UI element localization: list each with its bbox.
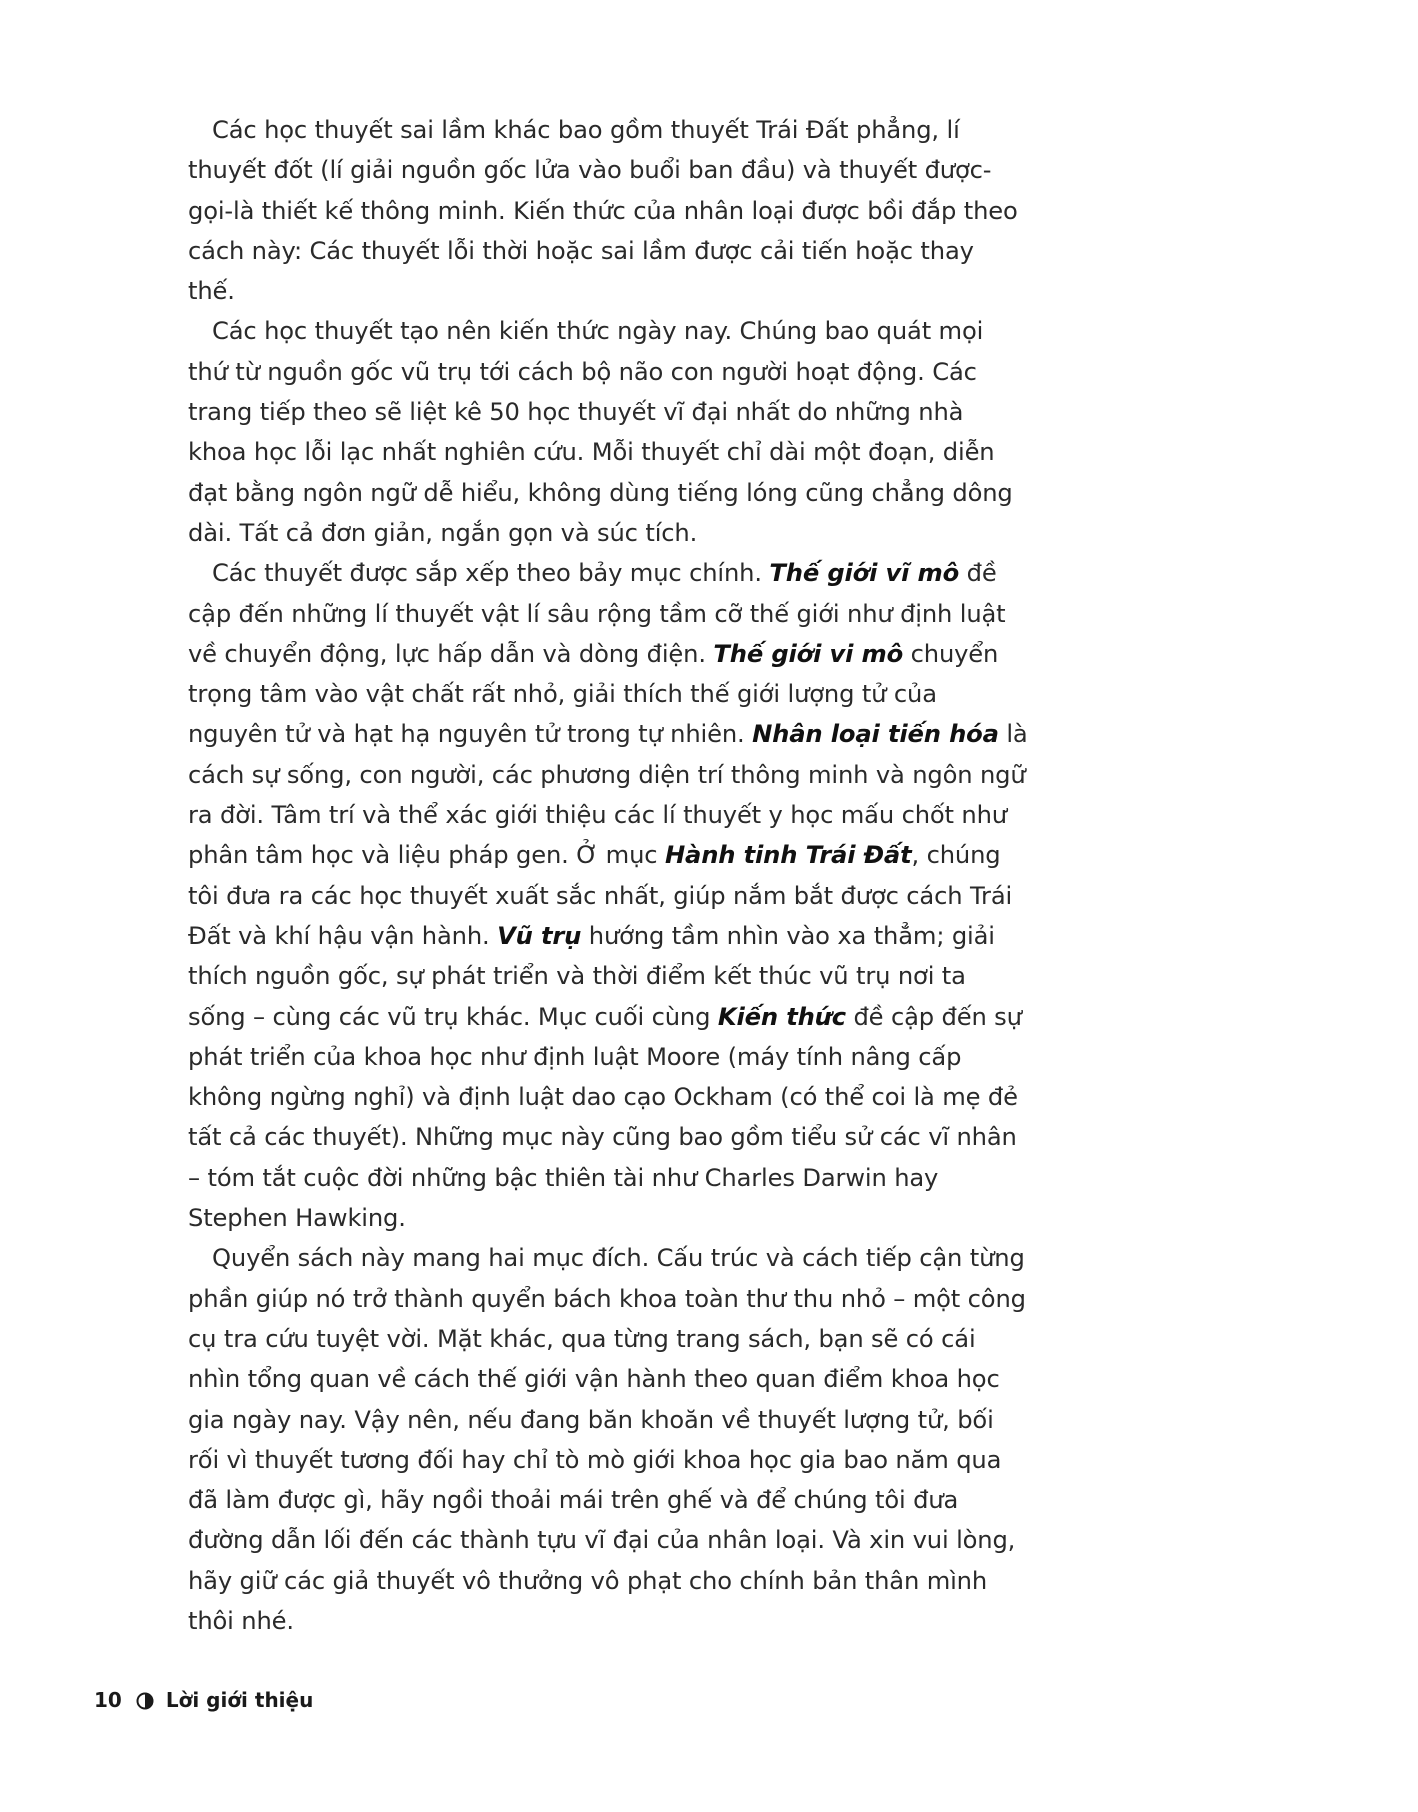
section-title: Lời giới thiệu [165,1688,314,1712]
text-run: Các học thuyết tạo nên kiến thức ngày nay. Chúng bao quát mọi thứ từ nguồn gốc vũ trụ tới cách bộ não con người hoạt động. Các trang tiếp theo sẽ liệt kê 50 học thuyết vĩ đại nhất do những nhà khoa học lỗi lạc nhất nghiên cứu. Mỗi thuyết chỉ dài một đoạn, diễn đạt bằng ngôn ngữ dễ hiểu, không dùng tiếng lóng cũng chẳng dông dài. Tất cả đơn giản, ngắn gọn và súc tích. [188,317,1013,547]
section-term-universe: Vũ trụ [497,921,582,950]
section-term-human-evolution: Nhân loại tiến hóa [752,720,999,749]
paragraph-3 [188,553,1028,1238]
page-footer [94,1686,313,1714]
section-term-macro-world: Thế giới vĩ mô [769,559,960,588]
page-number: 10 [94,1688,122,1712]
paragraph-2 [188,311,1028,553]
text-run: chuyển trọng tâm vào vật chất rất nhỏ, giải thích thế giới lượng tử của nguyên tử và hạt hạ nguyên tử trong tự nhiên. [188,639,999,749]
text-run: hướng tầm nhìn vào xa thẳm; giải thích nguồn gốc, sự phát triển và thời điểm kết thúc vũ trụ nơi ta sống – cùng các vũ trụ khác. Mục cuối cùng [188,921,995,1031]
text-run: đề cập đến những lí thuyết vật lí sâu rộng tầm cỡ thế giới như định luật về chuyển động, lực hấp dẫn và dòng điện. [188,559,1006,668]
section-term-knowledge: Kiến thức [717,1002,846,1031]
section-term-micro-world: Thế giới vi mô [713,639,904,668]
paragraph-1 [188,110,1028,311]
text-run: Các học thuyết sai lầm khác bao gồm thuyết Trái Đất phẳng, lí thuyết đốt (lí giải nguồn gốc lửa vào buổi ban đầu) và thuyết được-gọi-là thiết kế thông minh. Kiến thức của nhân loại được bồi đắp theo cách này: Các thuyết lỗi thời hoặc sai lầm được cải tiến hoặc thay thế. [188,116,1018,306]
text-run: Quyển sách này mang hai mục đích. Cấu trúc và cách tiếp cận từng phần giúp nó trở thành quyển bách khoa toàn thư thu nhỏ – một công cụ tra cứu tuyệt vời. Mặt khác, qua từng trang sách, bạn sẽ có cái nhìn tổng quan về cách thế giới vận hành theo quan điểm khoa học gia ngày nay. Vậy nên, nếu đang băn khoăn về thuyết lượng tử, bối rối vì thuyết tương đối hay chỉ tò mò giới khoa học gia bao năm qua đã làm được gì, hãy ngồi thoải mái trên ghế và để chúng tôi đưa đường dẫn lối đến các thành tựu vĩ đại của nhân loại. Và xin vui lòng, hãy giữ các giả thuyết vô thưởng vô phạt cho chính bản thân mình thôi nhé. [188,1244,1026,1635]
section-term-planet-earth: Hành tinh Trái Đất [664,841,912,870]
body-text [188,110,1028,1641]
text-run: là cách sự sống, con người, các phương diện trí thông minh và ngôn ngữ ra đời. Tâm trí và thể xác giới thiệu các lí thuyết y học mấu chốt như phân tâm học và liệu pháp gen. Ở mục [188,720,1028,870]
paragraph-4 [188,1238,1028,1641]
text-run: đề cập đến sự phát triển của khoa học như định luật Moore (máy tính nâng cấp không ngừng nghỉ) và định luật dao cạo Ockham (có thể coi là mẹ đẻ tất cả các thuyết). Những mục này cũng bao gồm tiểu sử các vĩ nhân – tóm tắt cuộc đời những bậc thiên tài như Charles Darwin hay Stephen Hawking. [188,1002,1022,1233]
text-run: , chúng tôi đưa ra các học thuyết xuất sắc nhất, giúp nắm bắt được cách Trái Đất và khí hậu vận hành. [188,841,1013,950]
text-run: Các thuyết được sắp xếp theo bảy mục chính. [212,559,770,588]
half-circle-icon [136,1691,154,1709]
